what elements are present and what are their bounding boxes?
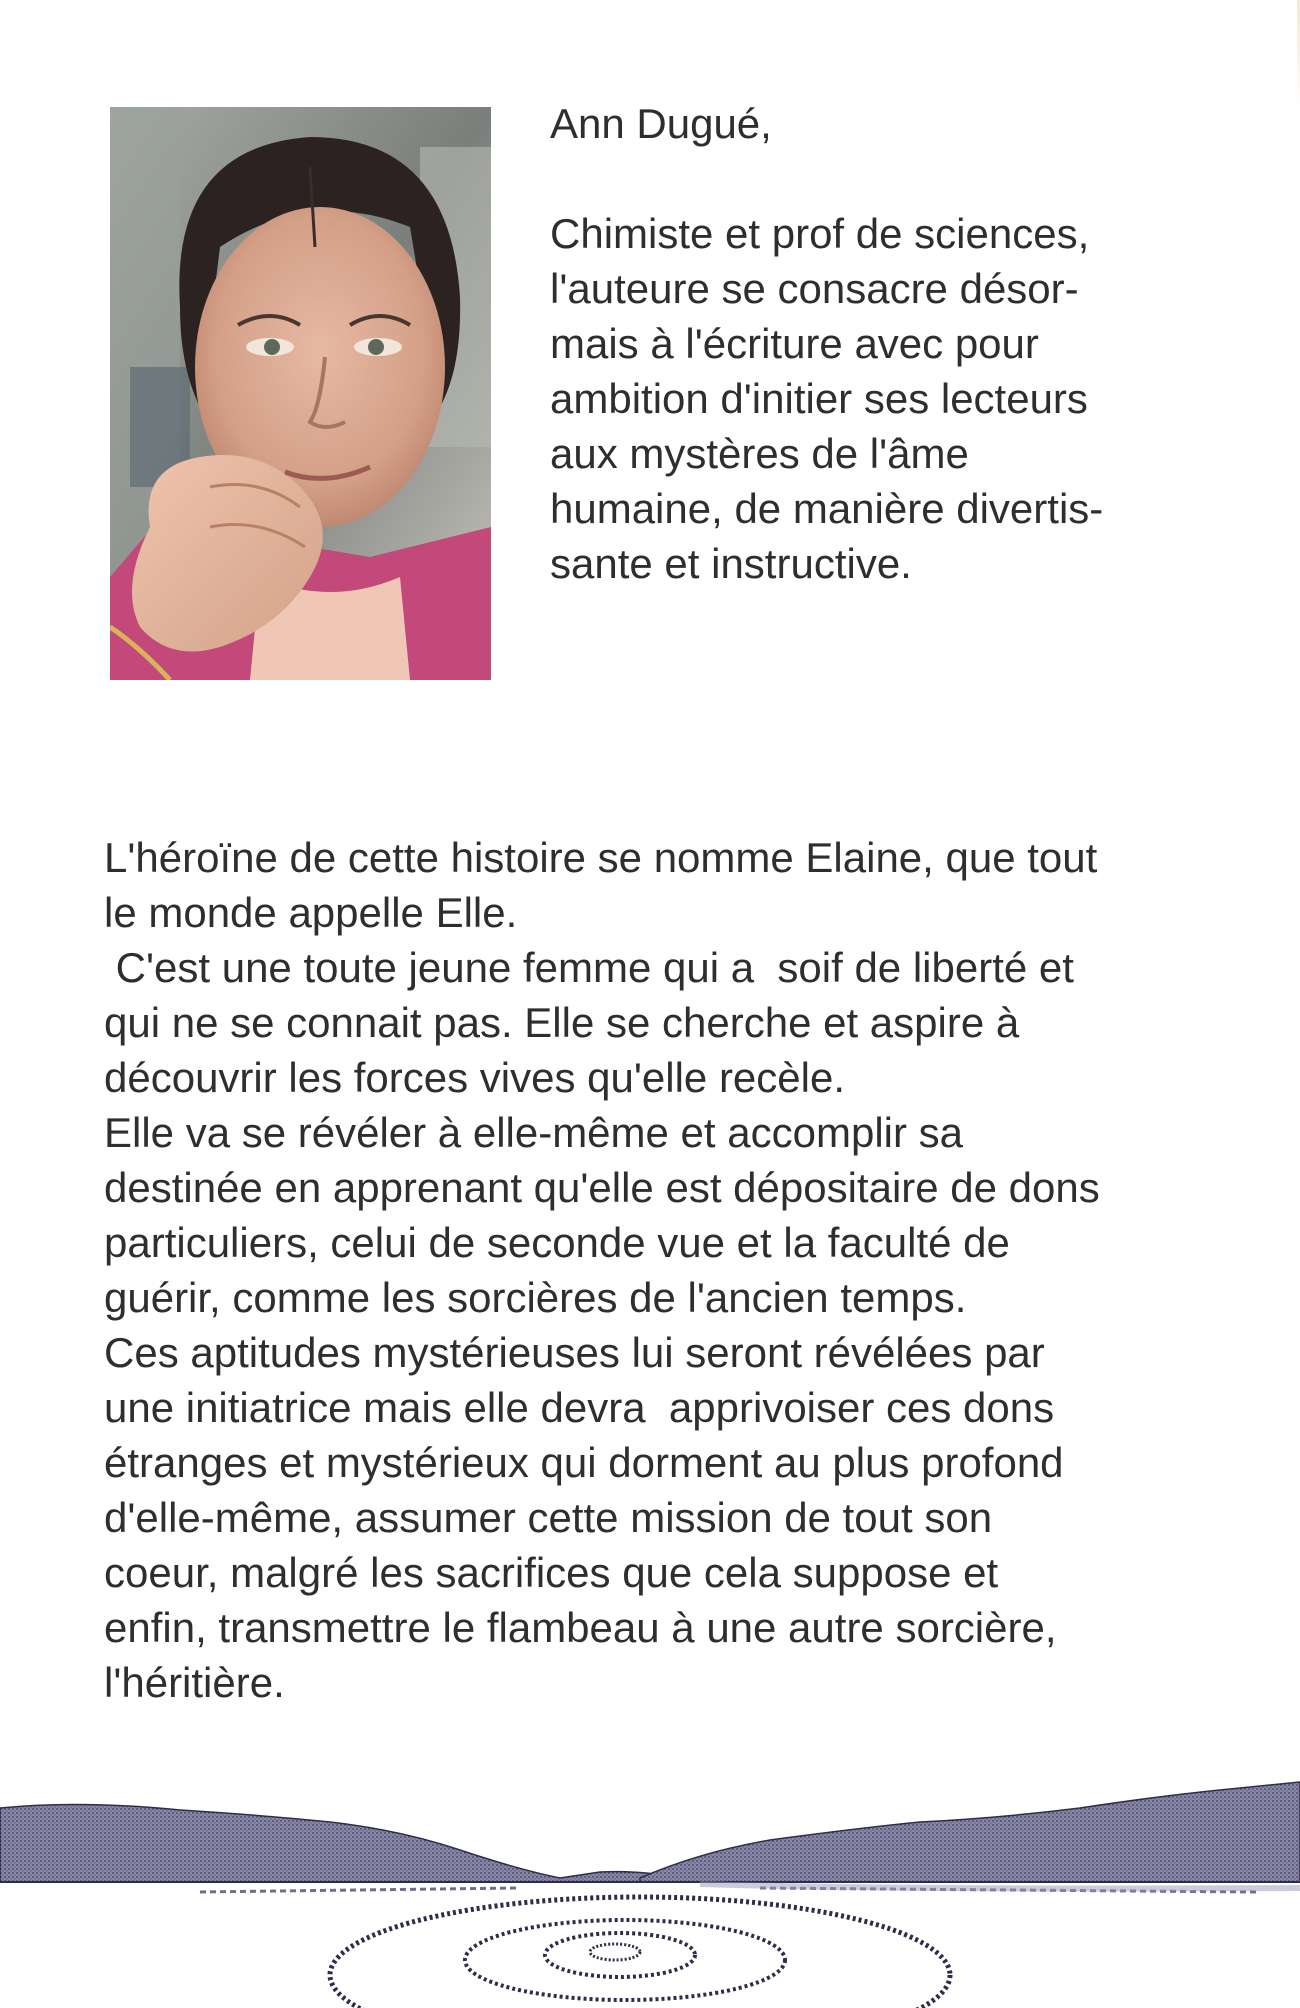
story-line: guérir, comme les sorcières de l'ancien temps.	[104, 1274, 967, 1321]
story-line: enfin, transmettre le flambeau à une autre sorcière,	[104, 1604, 1057, 1651]
bio-line: ambition d'initier ses lecteurs	[550, 375, 1088, 422]
story-line: Ces aptitudes mystérieuses lui seront révélées par	[104, 1329, 1045, 1376]
author-bio-text	[550, 206, 1190, 591]
story-line: l'héritière.	[104, 1659, 285, 1706]
bio-line: aux mystères de l'âme	[550, 430, 969, 477]
bio-line: Chimiste et prof de sciences,	[550, 210, 1090, 257]
story-line: C'est une toute jeune femme qui a soif de liberté et	[104, 944, 1074, 991]
story-line: coeur, malgré les sacrifices que cela suppose et	[104, 1549, 999, 1596]
bio-line: l'auteure se consacre désor-	[550, 265, 1079, 312]
bio-line: sante et instructive.	[550, 540, 912, 587]
author-portrait	[110, 107, 491, 680]
bio-line: humaine, de manière divertis-	[550, 485, 1104, 532]
story-line: d'elle-même, assumer cette mission de tout son	[104, 1494, 993, 1541]
story-line: Elle va se révéler à elle-même et accomplir sa	[104, 1109, 963, 1156]
author-bio	[550, 96, 1190, 591]
story-line: le monde appelle Elle.	[104, 889, 518, 936]
landscape-illustration	[0, 1760, 1300, 2008]
story-line: une initiatrice mais elle devra apprivoiser ces dons	[104, 1384, 1055, 1431]
mountain-lake-drawing	[0, 1760, 1300, 2008]
story-line: destinée en apprenant qu'elle est dépositaire de dons	[104, 1164, 1100, 1211]
story-line: particuliers, celui de seconde vue et la faculté de	[104, 1219, 1010, 1266]
bio-line: mais à l'écriture avec pour	[550, 320, 1039, 367]
author-portrait-illustration	[110, 107, 491, 680]
story-line: étranges et mystérieux qui dorment au plus profond	[104, 1439, 1064, 1486]
story-line: découvrir les forces vives qu'elle recèle.	[104, 1054, 846, 1101]
story-synopsis	[104, 830, 1224, 1710]
story-line: qui ne se connait pas. Elle se cherche et aspire à	[104, 999, 1020, 1046]
author-name: Ann Dugué,	[550, 100, 772, 147]
story-line: L'héroïne de cette histoire se nomme Elaine, que tout	[104, 834, 1098, 881]
